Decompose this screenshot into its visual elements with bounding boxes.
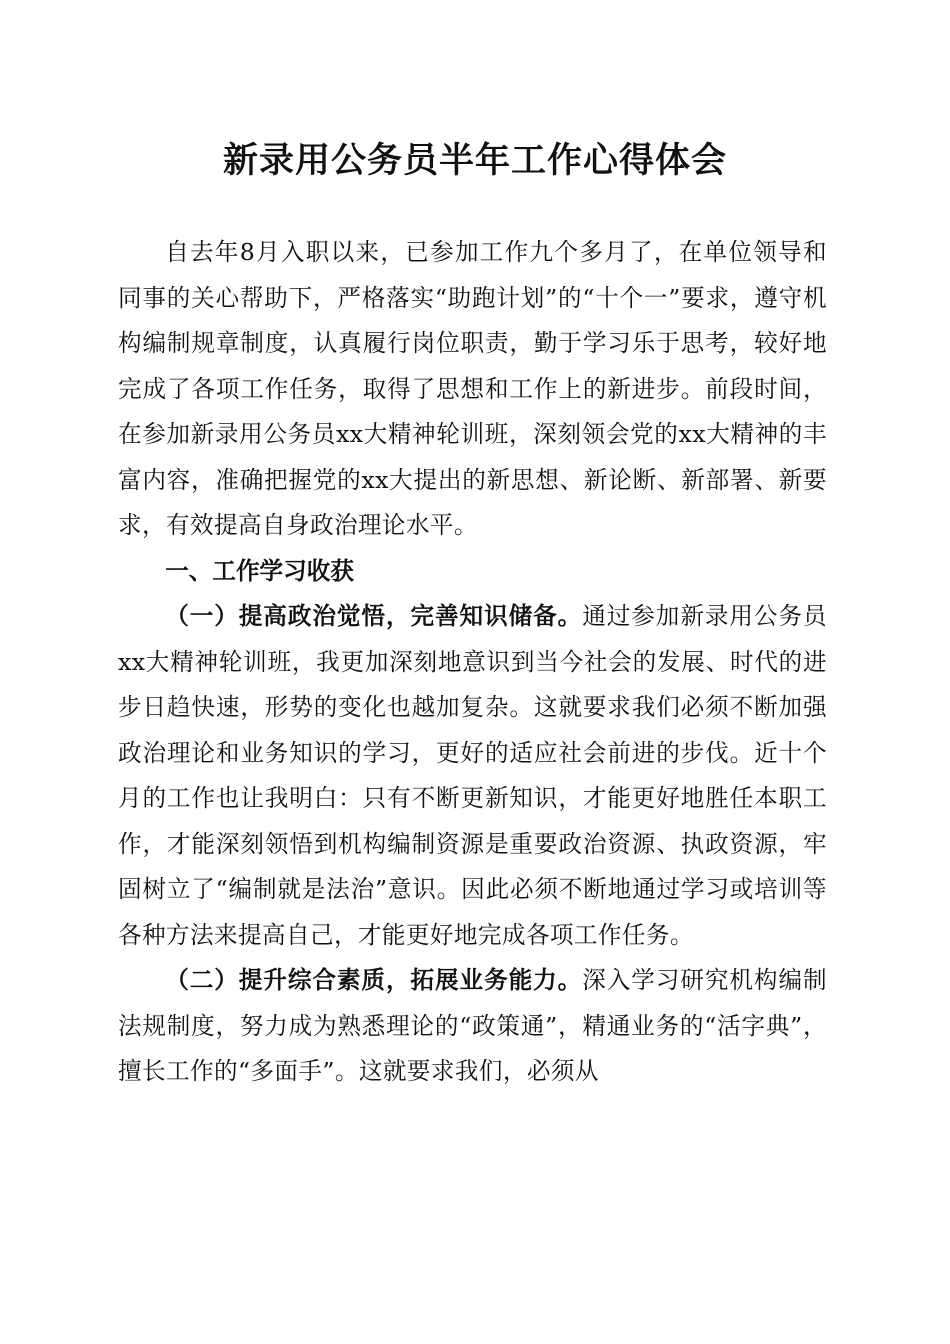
- item-2-text: 深入学习研究机构编制法规制度，努力成为熟悉理论的“政策通”，精通业务的“活字典”，擅长工作的“多面手”。这就要求我们，必须从: [118, 966, 827, 1085]
- paragraph-item-2: [118, 958, 827, 1095]
- section-heading: 一、工作学习收获: [165, 556, 354, 585]
- paragraph-item-1: [118, 594, 827, 958]
- item-2-lead: （二）提升综合素质，拓展业务能力。: [165, 966, 583, 994]
- item-1-text: 通过参加新录用公务员xx大精神轮训班，我更加深刻地意识到当今社会的发展、时代的进步日趋快速，形势的变化也越加复杂。这就要求我们必须不断加强政治理论和业务知识的学习，更好的适应社会前进的步伐。近十个月的工作也让我明白：只有不断更新知识，才能更好地胜任本职工作，才能深刻领悟到机构编制资源是重要政治资源、执政资源，牢固树立了“编制就是法治”意识。因此必须不断地通过学习或培训等各种方法来提高自己，才能更好地完成各项工作任务。: [118, 602, 827, 949]
- intro-paragraph: 自去年8月入职以来，已参加工作九个多月了，在单位领导和同事的关心帮助下，严格落实“助跑计划”的“十个一”要求，遵守机构编制规章制度，认真履行岗位职责，勤于学习乐于思考，较好地完成了各项工作任务，取得了思想和工作上的新进步。前段时间，在参加新录用公务员xx大精神轮训班，深刻领会党的xx大精神的丰富内容，准确把握党的xx大提出的新思想、新论断、新部署、新要求，有效提高自身政治理论水平。: [118, 238, 827, 539]
- document-body: [118, 230, 827, 1095]
- document-title: 新录用公务员半年工作心得体会: [222, 140, 727, 181]
- item-1-lead: （一）提高政治觉悟，完善知识储备。: [165, 602, 583, 630]
